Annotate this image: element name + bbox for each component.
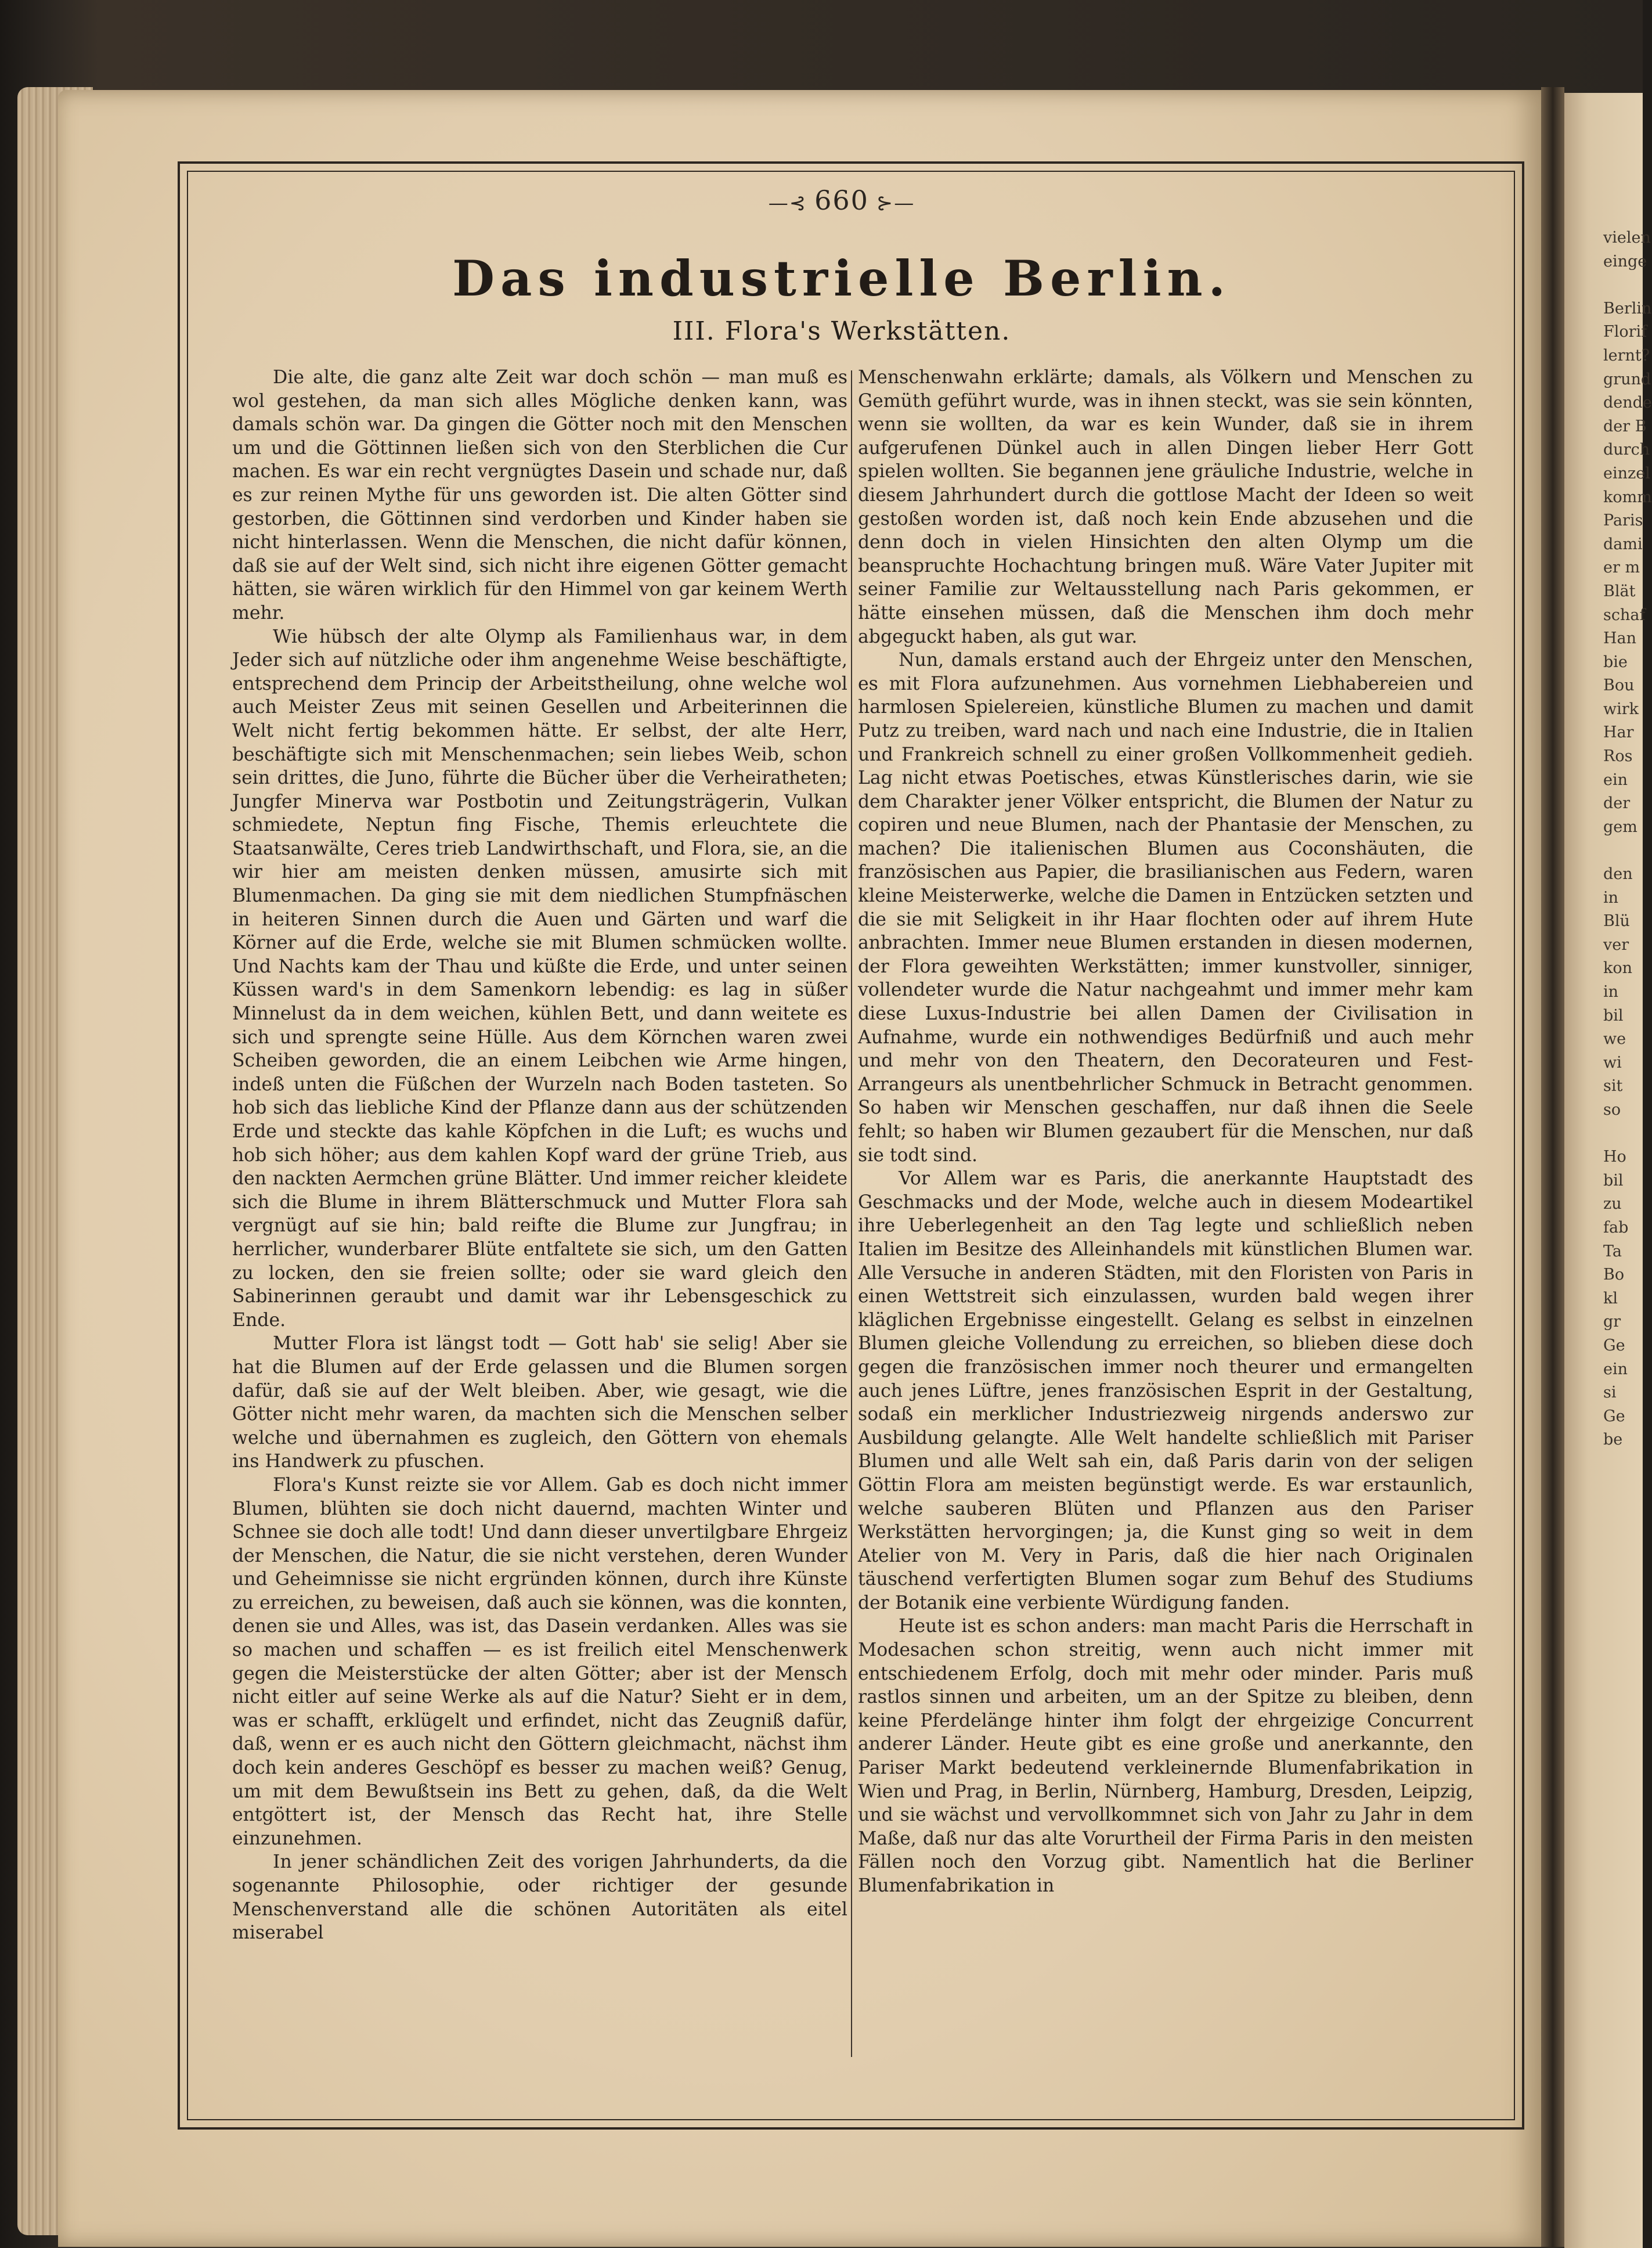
ornament-right-icon: ⊱—	[868, 192, 915, 215]
page-number-value: 660	[814, 185, 869, 216]
paragraph: Flora's Kunst reizte sie vor Allem. Gab es doch nicht immer Blumen, blühten sie doch nicht dauernd, machten Winter und Schnee sie doch alle todt! Und dann dieser unvertilgbare Ehrgeiz der Menschen, die Natur, die sie nicht verstehen, deren Wunder und Geheimnisse sie nicht ergründen können, durch ihre Künste zu erreichen, zu beweisen, daß auch sie können, was die konnten, denen sie und Alles, was ist, das Dasein verdanken. Alles was sie so machen und schaffen — es ist freilich eitel Menschenwerk gegen die Meisterstücke der alten Götter; aber ist der Mensch nicht eitler auf seine Werke als auf die Natur? Sieht er in dem, was er schafft, erklügelt und erfindet, nicht das Zeugniß dafür, daß, wenn er es auch nicht den Göttern gleichmacht, nächst ihm doch kein anderes Geschöpf es besser zu machen weiß? Genug, um mit dem Bewußtsein ins Bett zu gehen, daß, da die Welt entgöttert ist, der Mensch das Recht hat, ihre Stelle einzunehmen.	[232, 1474, 847, 1849]
page-number	[639, 185, 1045, 216]
paragraph: Vor Allem war es Paris, die anerkannte Hauptstadt des Geschmacks und der Mode, welche auch in diesem Modeartikel ihre Ueberlegenheit an den Tag legte und schließlich neben Italien im Besitze des Alleinhandels mit künstlichen Blumen war. Alle Versuche in anderen Städten, mit den Floristen von Paris in einen Wettstreit sich einzulassen, wurden bald wegen ihrer kläglichen Ergebnisse eingestellt. Gelang es selbst in einzelnen Blumen gleiche Vollendung zu erreichen, so blieben diese doch gegen die französischen immer noch theurer und ermangelten auch jenes Lüftre, jenes französischen Esprit in der Gestaltung, sodaß ein merklicher Industriezweig nirgends anderswo zur Ausbildung gelangte. Alle Welt handelte schließlich mit Pariser Blumen und alle Welt sah ein, daß Paris darin von der seligen Göttin Flora am meisten begünstigt werde. Es war erstaunlich, welche sauberen Blüten und Pflanzen aus den Pariser Werkstätten hervorgingen; ja, die Kunst ging so weit in dem Atelier von M. Very in Paris, daß die hier nach Originalen täuschend verfertigten Blumen sogar zum Behuf des Studiums der Botanik eine verbiente Würdigung fanden.	[858, 1168, 1473, 1613]
book-gutter	[1541, 87, 1564, 2247]
article-subtitle: III. Flora's Werkstätten.	[672, 316, 1011, 346]
paragraph: Nun, damals erstand auch der Ehrgeiz unter den Menschen, es mit Flora aufzunehmen. Aus vornehmen Liebhabereien und harmlosen Spielereien, künstliche Blumen zu machen und damit Putz zu treiben, ward nach und nach eine Industrie, die in Italien und Frankreich schnell zu einer großen Vollkommenheit gedieh. Lag nicht etwas Poetisches, etwas Künstlerisches darin, wie sie dem Charakter jener Völker entspricht, die Blumen der Natur zu copiren und neue Blumen, nach der Phantasie der Menschen, zu machen? Die italienischen Blumen aus Coconshäuten, die französischen aus Papier, die brasilianischen aus Federn, waren kleine Meisterwerke, welche die Damen in Entzücken setzten und die sie mit Seligkeit in ihr Haar flochten oder auf ihrem Hute anbrachten. Immer neue Blumen erstanden in diesen modernen, der Flora geweihten Werkstätten; immer kunstvoller, sinniger, vollendeter wurde die Natur nachgeahmt und immer mehr kam diese Luxus-Industrie bei allen Damen der Civilisation in Aufnahme, wurde ein nothwendiges Bedürfniß und auch mehr und mehr von den Theatern, den Decorateuren und Fest-Arrangeurs als unentbehrlicher Schmuck in Betracht genommen. So haben wir Menschen geschaffen, nur daß ihnen die Seele fehlt; so haben wir Blumen gezaubert für die Menschen, nur daß sie todt sind.	[858, 650, 1473, 1166]
paragraph: Die alte, die ganz alte Zeit war doch schön — man muß es wol gestehen, da man sich alles Mögliche denken kann, was damals schön war. Da gingen die Götter noch mit den Menschen um und die Göttinnen ließen sich von den Sterblichen die Cur machen. Es war ein recht vergnügtes Dasein und schade nur, daß es zur reinen Mythe für uns geworden ist. Die alten Götter sind gestorben, die Göttinnen sind verdorben und Kinder haben sie nicht hinterlassen. Wenn die Menschen, die nicht dafür können, daß sie auf der Welt sind, sich nicht ihre eigenen Götter gemacht hätten, sie wären wirklich für den Himmel von gar keinem Werth mehr.	[232, 367, 847, 624]
paragraph: Menschenwahn erklärte; damals, als Völkern und Menschen zu Gemüth geführt wurde, was in ihnen steckt, was sie sein könnten, wenn sie wollten, da war es kein Wunder, daß sie in ihrem aufgerufenen Dünkel auch in allen Dingen lieber Herr Gott spielen wollten. Sie begannen jene gräuliche Industrie, welche in diesem Jahrhundert durch die gottlose Macht der Ideen so weit gestoßen worden ist, daß noch kein Ende abzusehen und die denn doch in vielen Hinsichten den alten Olymp um die beanspruchte Hochachtung bringen muß. Wäre Vater Jupiter mit seiner Familie zur Weltausstellung nach Paris gekommen, er hätte einsehen müssen, daß die Menschen ihm doch mehr abgeguckt haben, als gut war.	[858, 367, 1473, 647]
left-column	[232, 366, 847, 2061]
adjacent-page-text: vielen einge Berlin Florif lernt? grund dende der durch einzel komm Paris dami er m Blät schaf Han bie Bou wirk Har Ros ein der gem den in Blü ver kon in bil we wi sit so Ho bil zu fab Ta Bo kl gr Ge ein si Ge be	[1603, 229, 1652, 1449]
column-divider	[851, 370, 852, 2057]
ornament-left-icon: —⊰	[768, 192, 815, 215]
paragraph: Heute ist es schon anders: man macht Paris die Herrschaft in Modesachen schon streitig, wenn auch nicht immer mit entschiedenem Erfolg, doch mit mehr oder minder. Paris muß rastlos sinnen und arbeiten, um an der Spitze zu bleiben, denn keine Pferdelänge hinter ihm folgt der ehrgeizige Concurrent anderer Länder. Heute gibt es eine große und anerkannte, den Pariser Markt bedeutend verkleinernde Blumenfabrikation in Wien und Prag, in Berlin, Nürnberg, Hamburg, Dresden, Leipzig, und sie wächst und vervollkommnet sich von Jahr zu Jahr in dem Maße, daß nur das alte Vorurtheil der Firma Paris in den meisten Fällen noch den Vorzug gibt. Namentlich hat die Berliner Blumenfabrikation in	[858, 1616, 1473, 1896]
paragraph: Mutter Flora ist längst todt — Gott hab' sie selig! Aber sie hat die Blumen auf der Erde gelassen und die Blumen sorgen dafür, daß sie auf der Welt bleiben. Aber, wie gesagt, wie die Götter nicht mehr waren, da machten sich die Menschen selber welche und übernahmen es zugleich, den Göttern von ehemals ins Handwerk zu pfuschen.	[232, 1333, 847, 1472]
paragraph: Wie hübsch der alte Olymp als Familienhaus war, in dem Jeder sich auf nützliche oder ihm angenehme Weise beschäftigte, entsprechend dem Princip der Arbeitstheilung, ohne welche wol auch Meister Zeus mit seinen Gesellen und Arbeiterinnen die Welt nicht fertig bekommen hätte. Er selbst, der alte Herr, beschäftigte sich mit Menschenmachen; sein liebes Weib, schon sein drittes, die Juno, führte die Bücher über die Verheiratheten; Jungfer Minerva war Postbotin und Zeitungsträgerin, Vulkan schmiedete, Neptun fing Fische, Themis erleuchtete die Staatsanwälte, Ceres trieb Landwirthschaft, und Flora, sie, an die wir hier am meisten denken müssen, amusirte sich mit Blumenmachen. Da ging sie mit dem niedlichen Stumpfnäschen in heiteren Sinnen durch die Auen und Gärten und warf die Körner auf die Erde, welche sie mit Blumen schmücken wollte. Und Nachts kam der Thau und küßte die Erde, und unter seinen Küssen ward's in dem Samenkorn lebendig: es lag in süßer Minnelust da in dem weichen, kühlen Bett, und dann weitete es sich und sprengte seine Hülle. Aus dem Körnchen waren zwei Scheiben geworden, die an einem Leibchen wie Arme hingen, indeß unten die Füßchen der Wurzeln nach Boden tasteten. So hob sich das liebliche Kind der Pflanze dann aus der schützenden Erde und steckte das kahle Köpfchen in die Luft; es wuchs und hob sich höher; aus dem kahlen Kopf ward der grüne Trieb, aus den nackten Aermchen grüne Blätter. Und immer reicher kleidete sich die Blume in ihrem Blätterschmuck und Mutter Flora sah vergnügt auf sie hin; bald reifte die Blume zur Jungfrau; in herrlicher, wunderbarer Blüte entfaltete sie sich, um den Gatten zu locken, den sie freien sollte; oder sie ward gleich den Sabinerinnen geraubt und damit war ihr Lebensgeschick zu Ende.	[232, 626, 847, 1331]
right-column	[858, 366, 1473, 2061]
article-title: Das industrielle Berlin.	[452, 250, 1231, 307]
paragraph: In jener schändlichen Zeit des vorigen Jahrhunderts, da die sogenannte Philosophie, oder richtiger der gesunde Menschenverstand alle die schönen Autoritäten als eitel miserabel	[232, 1851, 847, 1944]
